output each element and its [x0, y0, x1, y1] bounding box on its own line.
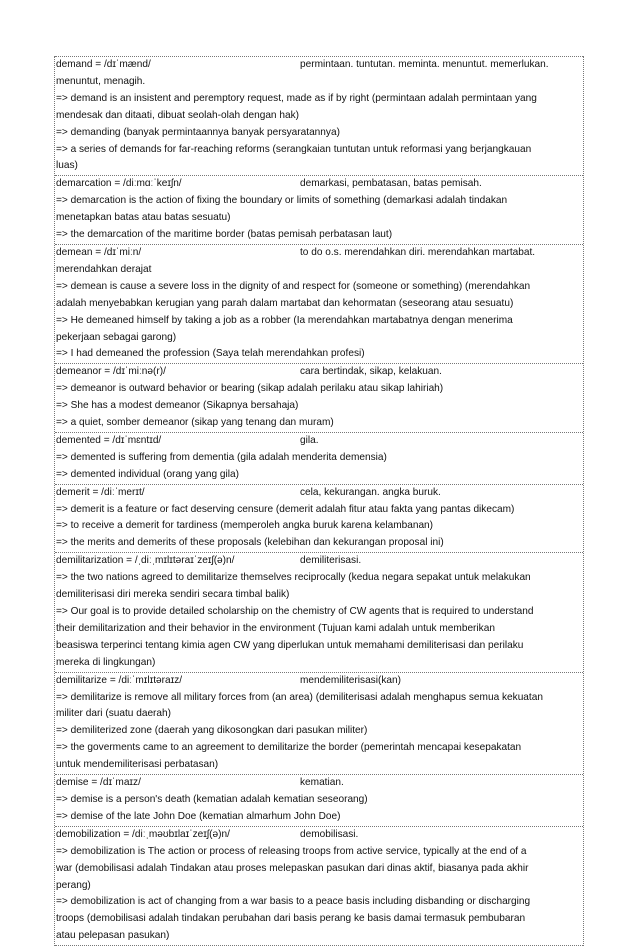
entry-text-line: => demobilization is The action or process of releasing troops from active service, typically at the end of a: [56, 845, 527, 857]
entry-text-line: => demean is cause a severe loss in the dignity of and respect for (someone or something) (merendahkan: [56, 280, 531, 292]
entry-headline: [56, 176, 582, 193]
entry-meaning: mendemiliterisasi(kan): [300, 674, 401, 686]
dictionary-entry: [55, 175, 583, 244]
entry-text-line: => She has a modest demeanor (Sikapnya bersahaja): [56, 400, 299, 412]
entry-text-line: untuk mendemiliterisasi perbatasan): [56, 759, 219, 771]
dictionary-entry: [55, 484, 583, 553]
entry-text-line: => demiliterized zone (daerah yang dikosongkan dari pasukan militer): [56, 725, 368, 737]
entry-text-line: => demise is a person's death (kematian adalah kematian seseorang): [56, 793, 368, 805]
entry-text-line: pekerjaan sebagai garong): [56, 331, 177, 343]
entry-text-line: => a series of demands for far-reaching reforms (serangkaian tuntutan untuk reformasi yang berjangkauan: [56, 143, 532, 155]
entry-text-line: => a quiet, somber demeanor (sikap yang tenang dan muram): [56, 417, 334, 429]
entry-headline: [56, 775, 582, 792]
entry-text-line: => the goverments came to an agreement to demilitarize the border (pemerintah mencapai kesepakatan: [56, 742, 522, 754]
entry-text-line: => demanding (banyak permintaannya banyak persyaratannya): [56, 126, 340, 138]
entry-text-line: => the merits and demerits of these proposals (kelebihan dan kekurangan proposal ini): [56, 537, 444, 549]
entry-text-line: => demand is an insistent and peremptory request, made as if by right (permintaan adalah permintaan yang: [56, 92, 537, 104]
entry-term: demobilization = /diːˌməʊbɪlaɪˈzeɪʃ(ə)n/: [56, 828, 230, 840]
entry-term: demented = /dɪˈmɛntɪd/: [56, 434, 162, 446]
entry-text-line: => demilitarize is remove all military forces from (an area) (demiliterisasi adalah menghapus semua kekuatan: [56, 691, 543, 703]
entry-headline: [56, 57, 582, 74]
entry-text-line: atau pelepasan pasukan): [56, 930, 170, 942]
entry-text-line: luas): [56, 160, 78, 172]
entry-text-line: => demeanor is outward behavior or bearing (sikap adalah perilaku atau sikap lahiriah): [56, 383, 444, 395]
entry-text-line: => the two nations agreed to demilitarize themselves reciprocally (kedua negara sepakat untuk melakukan: [56, 572, 531, 584]
entry-term: demarcation = /diːmɑːˈkeɪʃn/: [56, 178, 182, 190]
entry-text-line: beasiswa terperinci tentang kimia agen CW yang diperlukan untuk memahami demiliterisasi dan perilaku: [56, 639, 524, 651]
entry-text-line: adalah menyebabkan kerugian yang parah dalam martabat dan kehormatan (seseorang atau sesuatu): [56, 297, 514, 309]
entry-meaning: cara bertindak, sikap, kelakuan.: [300, 366, 442, 378]
entry-text-line: menuntut, menagih.: [56, 75, 146, 87]
entry-meaning: demobilisasi.: [300, 828, 359, 840]
entry-term: demilitarize = /diːˈmɪlɪtəraɪz/: [56, 674, 183, 686]
entry-term: demean = /dɪˈmiːn/: [56, 246, 142, 258]
dictionary-entry: [55, 244, 583, 363]
entry-headline: [56, 673, 582, 690]
entry-term: demeanor = /dɪˈmiːnə(r)/: [56, 366, 166, 378]
entry-text-line: => demobilization is act of changing from a war basis to a peace basis including disbanding or discharging: [56, 896, 531, 908]
entry-text-line: militer dari (suatu daerah): [56, 708, 172, 720]
entry-headline: [56, 553, 582, 570]
entry-term: demerit = /diːˈmerɪt/: [56, 486, 145, 498]
entry-text-line: => demented individual (orang yang gila): [56, 468, 239, 480]
entry-text-line: => demise of the late John Doe (kematian almarhum John Doe): [56, 810, 341, 822]
dictionary-entry: [55, 432, 583, 484]
entry-text-line: => demented is suffering from dementia (gila adalah menderita demensia): [56, 451, 387, 463]
entry-term: demilitarization = /ˌdiːˌmɪlɪtəraɪˈzeɪʃ(ə)n/: [56, 555, 235, 567]
entry-text-line: => He demeaned himself by taking a job as a robber (Ia merendahkan martabatnya dengan menerima: [56, 314, 513, 326]
entry-text-line: => I had demeaned the profession (Saya telah merendahkan profesi): [56, 348, 365, 360]
entry-meaning: permintaan. tuntutan. meminta. menuntut. memerlukan.: [300, 59, 549, 70]
dictionary-entry: [55, 363, 583, 432]
entry-text-line: perang): [56, 879, 91, 891]
dictionary-entry: [55, 552, 583, 671]
entry-text-line: => demarcation is the action of fixing the boundary or limits of something (demarkasi adalah tindakan: [56, 195, 508, 207]
dictionary-entry: [55, 672, 583, 774]
entry-text-line: war (demobilisasi adalah Tindakan atau proses melepaskan pasukan dari dinas aktif, biasanya pada akhir: [56, 862, 529, 874]
dictionary-entry: [55, 774, 583, 826]
entry-term: demand = /dɪˈmænd/: [56, 59, 151, 70]
entry-text-line: mendesak dan ditaati, dibuat seolah-olah dengan hak): [56, 109, 299, 121]
entry-meaning: gila.: [300, 434, 319, 446]
dictionary-entry: [55, 826, 583, 946]
entry-text-line: => the demarcation of the maritime border (batas pemisah perbatasan laut): [56, 229, 393, 241]
entry-meaning: cela, kekurangan. angka buruk.: [300, 486, 441, 498]
dictionary-entry: [55, 56, 583, 175]
entry-text-line: demiliterisasi diri mereka sendiri secara timbal balik): [56, 589, 290, 601]
entry-meaning: demarkasi, pembatasan, batas pemisah.: [300, 178, 482, 190]
entry-text-line: => to receive a demerit for tardiness (memperoleh angka buruk karena kelambanan): [56, 520, 434, 532]
entry-headline: [56, 827, 582, 844]
entry-headline: [56, 485, 582, 502]
entry-text-line: => Our goal is to provide detailed scholarship on the chemistry of CW agents that is required to understand: [56, 606, 534, 617]
entry-term: demise = /dɪˈmaɪz/: [56, 777, 141, 789]
entry-headline: [56, 364, 582, 381]
dictionary-document: [54, 56, 584, 946]
entry-meaning: to do o.s. merendahkan diri. merendahkan martabat.: [300, 246, 536, 258]
entry-text-line: => demerit is a feature or fact deserving censure (demerit adalah fitur atau fakta yang pantas dikecam): [56, 503, 515, 515]
entry-headline: [56, 433, 582, 450]
entry-meaning: demiliterisasi.: [300, 555, 362, 567]
entry-headline: [56, 245, 582, 262]
entry-text-line: merendahkan derajat: [56, 263, 152, 275]
entry-text-line: their demilitarization and their behavior in the environment (Tujuan kami adalah untuk memberikan: [56, 622, 495, 634]
entry-text-line: menetapkan batas atau batas sesuatu): [56, 212, 231, 224]
entry-text-line: mereka di lingkungan): [56, 656, 156, 668]
entry-text-line: troops (demobilisasi adalah tindakan perubahan dari basis perang ke basis damai termasuk pembubaran: [56, 913, 526, 925]
entry-meaning: kematian.: [300, 777, 344, 789]
